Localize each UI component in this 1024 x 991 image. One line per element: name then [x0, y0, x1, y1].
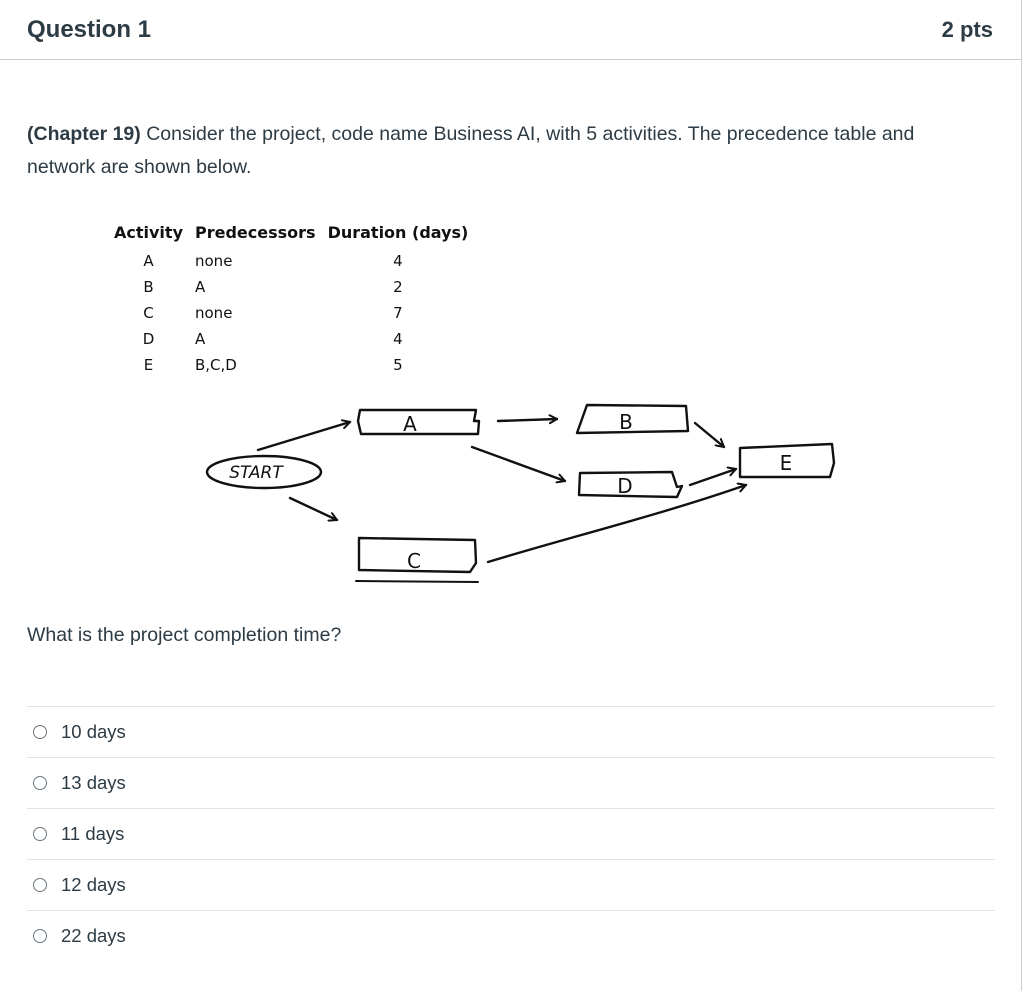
cell-predecessors: none — [195, 252, 233, 270]
arrow-a-to-d — [472, 447, 565, 481]
node-e-label: E — [779, 451, 793, 475]
cell-predecessors: none — [195, 304, 233, 322]
arrow-a-to-b — [498, 419, 557, 421]
start-label: START — [229, 463, 283, 483]
answer-option[interactable] — [27, 706, 995, 757]
node-b-label: B — [619, 410, 633, 434]
question-header — [0, 0, 1021, 60]
answer-option[interactable] — [27, 808, 995, 859]
cell-activity: C — [143, 304, 154, 322]
answer-option[interactable] — [27, 757, 995, 808]
node-a-box — [358, 410, 479, 434]
answer-label[interactable]: 11 days — [61, 823, 125, 844]
cell-duration: 7 — [393, 304, 403, 322]
answer-option[interactable] — [27, 859, 995, 910]
question-text — [27, 118, 987, 184]
arrow-start-to-c — [290, 498, 337, 520]
cell-duration: 5 — [393, 356, 403, 374]
header-activity: Activity — [114, 223, 183, 242]
header-predecessors: Predecessors — [195, 223, 316, 242]
cell-activity: B — [143, 278, 154, 296]
cell-activity: D — [142, 330, 155, 348]
radio-button[interactable] — [33, 878, 47, 892]
arrow-d-to-e — [690, 469, 736, 485]
question-body: Consider the project, code name Business AI, with 5 activities. The precedence table and network are shown below. — [27, 123, 915, 178]
node-c-label: C — [407, 549, 421, 573]
chapter-label: (Chapter 19) — [27, 123, 141, 145]
radio-button[interactable] — [33, 776, 47, 790]
question-figure — [0, 215, 900, 595]
cell-activity: E — [143, 356, 154, 374]
network-diagram — [0, 215, 900, 595]
arrow-b-to-e — [695, 423, 724, 447]
answer-label[interactable]: 22 days — [61, 925, 126, 946]
question-points: 2 pts — [941, 16, 993, 42]
cell-predecessors: B,C,D — [195, 356, 237, 374]
node-a-label: A — [403, 412, 417, 436]
answer-label[interactable]: 13 days — [61, 772, 126, 793]
answer-option[interactable] — [27, 910, 995, 961]
question-prompt: What is the project completion time? — [27, 624, 342, 646]
radio-button[interactable] — [33, 725, 47, 739]
answer-list — [27, 706, 995, 961]
node-d-label: D — [617, 474, 633, 498]
answer-label[interactable]: 10 days — [61, 721, 126, 742]
radio-button[interactable] — [33, 929, 47, 943]
cell-duration: 4 — [393, 252, 403, 270]
cell-activity: A — [143, 252, 154, 270]
header-duration: Duration (days) — [327, 223, 469, 242]
arrow-start-to-a — [258, 422, 350, 450]
answer-label[interactable]: 12 days — [61, 874, 126, 895]
radio-button[interactable] — [33, 827, 47, 841]
cell-duration: 2 — [393, 278, 403, 296]
cell-duration: 4 — [393, 330, 403, 348]
cell-predecessors: A — [195, 278, 206, 296]
cell-predecessors: A — [195, 330, 206, 348]
question-title: Question 1 — [27, 15, 152, 43]
